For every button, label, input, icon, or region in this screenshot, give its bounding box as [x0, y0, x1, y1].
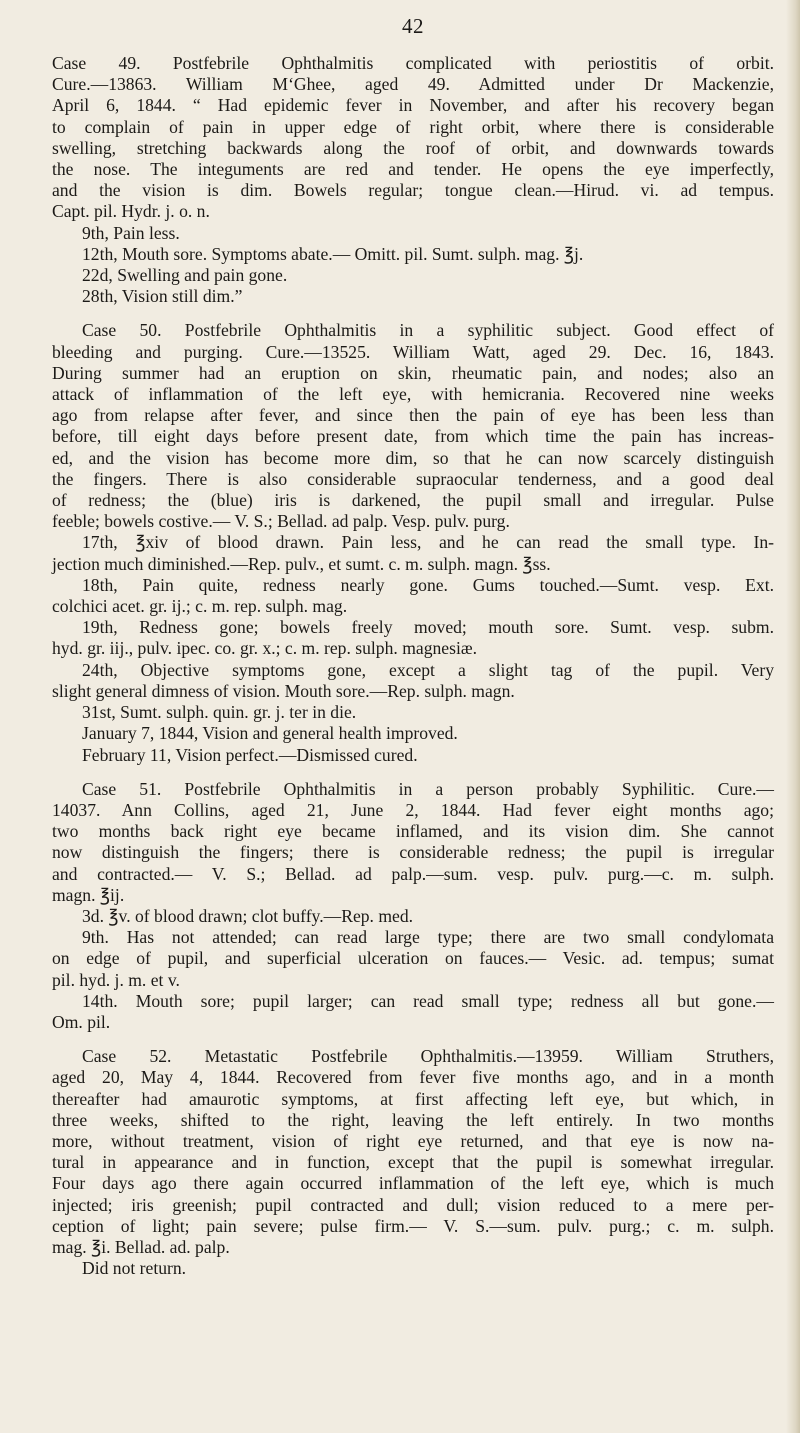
text-line: Capt. pil. Hydr. j. o. n.	[52, 201, 210, 222]
text-line: Case 50. Postfebrile Ophthalmitis in a syphilitic subject. Good effect of	[82, 320, 774, 341]
text-line: pil. hyd. j. m. et v.	[52, 969, 180, 990]
text-line: bleeding and purging. Cure.—13525. William Watt, aged 29. Dec. 16, 1843.	[52, 341, 774, 362]
text-line: the fingers. There is also considerable supraocular tenderness, and a good deal	[52, 468, 774, 489]
text-line: aged 20, May 4, 1844. Recovered from fever five months ago, and in a month	[52, 1067, 774, 1088]
text-line: and contracted.— V. S.; Bellad. ad palp.—sum. vesp. pulv. purg.—c. m. sulph.	[52, 863, 774, 884]
text-line: ago from relapse after fever, and since then the pain of eye has been less than	[52, 405, 774, 426]
text-line: 28th, Vision still dim.”	[82, 286, 243, 307]
text-line: 9th, Pain less.	[82, 222, 180, 243]
text-line: Case 49. Postfebrile Ophthalmitis complicated with periostitis of orbit.	[52, 53, 774, 73]
text-line: ed, and the vision has become more dim, so that he can now scarcely distinguish	[52, 447, 774, 468]
text-line: 14th. Mouth sore; pupil larger; can read small type; redness all but gone.—	[82, 990, 774, 1011]
case-52	[52, 1046, 774, 1279]
text-line: two months back right eye became inflamed, and its vision dim. She cannot	[52, 821, 774, 842]
text-line: January 7, 1844, Vision and general health improved.	[82, 723, 458, 744]
text-line: colchici acet. gr. ij.; c. m. rep. sulph. mag.	[52, 596, 348, 617]
text-line: ception of light; pain severe; pulse firm.— V. S.—sum. pulv. purg.; c. m. sulph.	[52, 1215, 774, 1236]
case-49	[52, 53, 774, 307]
text-line: jection much diminished.—Rep. pulv., et sumt. c. m. sulph. magn. ℥ss.	[52, 553, 551, 574]
text-line: hyd. gr. iij., pulv. ipec. co. gr. x.; c. m. rep. sulph. magnesiæ.	[52, 638, 477, 659]
text-line: 9th. Has not attended; can read large type; there are two small condylomata	[82, 927, 774, 948]
text-line: 14037. Ann Collins, aged 21, June 2, 1844. Had fever eight months ago;	[52, 799, 774, 820]
text-line: 17th, ℥xiv of blood drawn. Pain less, and he can read the small type. In-	[82, 532, 774, 553]
text-line: Case 52. Metastatic Postfebrile Ophthalmitis.—13959. William Struthers,	[82, 1046, 774, 1067]
text-line: mag. ℥i. Bellad. ad. palp.	[52, 1236, 230, 1257]
page-number: 42	[402, 14, 424, 38]
text-line: Cure.—13863. William M‘Ghee, aged 49. Admitted under Dr Mackenzie,	[52, 74, 774, 95]
text-line: to complain of pain in upper edge of right orbit, where there is considerable	[52, 116, 774, 137]
text-line: 12th, Mouth sore. Symptoms abate.— Omitt. pil. Sumt. sulph. mag. ℥j.	[82, 243, 584, 264]
text-line: three weeks, shifted to the right, leaving the left entirely. In two months	[52, 1109, 774, 1130]
text-line: and the vision is dim. Bowels regular; tongue clean.—Hirud. vi. ad tempus.	[52, 180, 774, 201]
text-line: Four days ago there again occurred inflammation of the left eye, which is much	[52, 1173, 774, 1194]
text-line: During summer had an eruption on skin, rheumatic pain, and nodes; also an	[52, 362, 774, 383]
text-line: slight general dimness of vision. Mouth sore.—Rep. sulph. magn.	[52, 680, 515, 701]
text-line: swelling, stretching backwards along the roof of orbit, and downwards towards	[52, 137, 774, 158]
text-line: before, till eight days before present date, from which time the pain has increas-	[52, 426, 774, 447]
case-51	[52, 779, 774, 1033]
text-line: 18th, Pain quite, redness nearly gone. Gums touched.—Sumt. vesp. Ext.	[82, 574, 774, 595]
text-line: injected; iris greenish; pupil contracted and dull; vision reduced to a mere per-	[52, 1194, 774, 1215]
text-line: magn. ℥ij.	[52, 884, 125, 905]
text-line: 31st, Sumt. sulph. quin. gr. j. ter in die.	[82, 702, 357, 723]
page-edge-shadow	[786, 0, 800, 1433]
text-line: 24th, Objective symptoms gone, except a slight tag of the pupil. Very	[82, 659, 774, 680]
case-50	[52, 320, 774, 765]
text-line: attack of inflammation of the left eye, with hemicrania. Recovered nine weeks	[52, 384, 774, 405]
text-line: thereafter had amaurotic symptoms, at first affecting left eye, but which, in	[52, 1088, 774, 1109]
text-line: Did not return.	[82, 1258, 187, 1279]
text-line: Om. pil.	[52, 1011, 111, 1032]
text-line: 22d, Swelling and pain gone.	[82, 265, 288, 286]
text-line: April 6, 1844. “ Had epidemic fever in November, and after his recovery began	[52, 95, 774, 116]
text-line: 19th, Redness gone; bowels freely moved; mouth sore. Sumt. vesp. subm.	[82, 617, 774, 638]
text-line: now distinguish the fingers; there is considerable redness; the pupil is irregular	[52, 842, 774, 863]
book-page	[52, 14, 774, 1292]
text-line: Case 51. Postfebrile Ophthalmitis in a person probably Syphilitic. Cure.—	[82, 778, 774, 799]
text-line: on edge of pupil, and superficial ulceration on fauces.— Vesic. ad. tempus; sumat	[52, 948, 774, 969]
text-line: more, without treatment, vision of right eye returned, and that eye is now na-	[52, 1130, 774, 1151]
text-line: the nose. The integuments are red and tender. He opens the eye imperfectly,	[52, 159, 774, 180]
text-line: February 11, Vision perfect.—Dismissed cured.	[82, 744, 418, 765]
text-line: 3d. ℥v. of blood drawn; clot buffy.—Rep. med.	[82, 905, 414, 926]
text-line: feeble; bowels costive.— V. S.; Bellad. ad palp. Vesp. pulv. purg.	[52, 511, 510, 532]
text-line: tural in appearance and in function, except that the pupil is somewhat irregular.	[52, 1152, 774, 1173]
text-line: of redness; the (blue) iris is darkened, the pupil small and irregular. Pulse	[52, 490, 774, 511]
